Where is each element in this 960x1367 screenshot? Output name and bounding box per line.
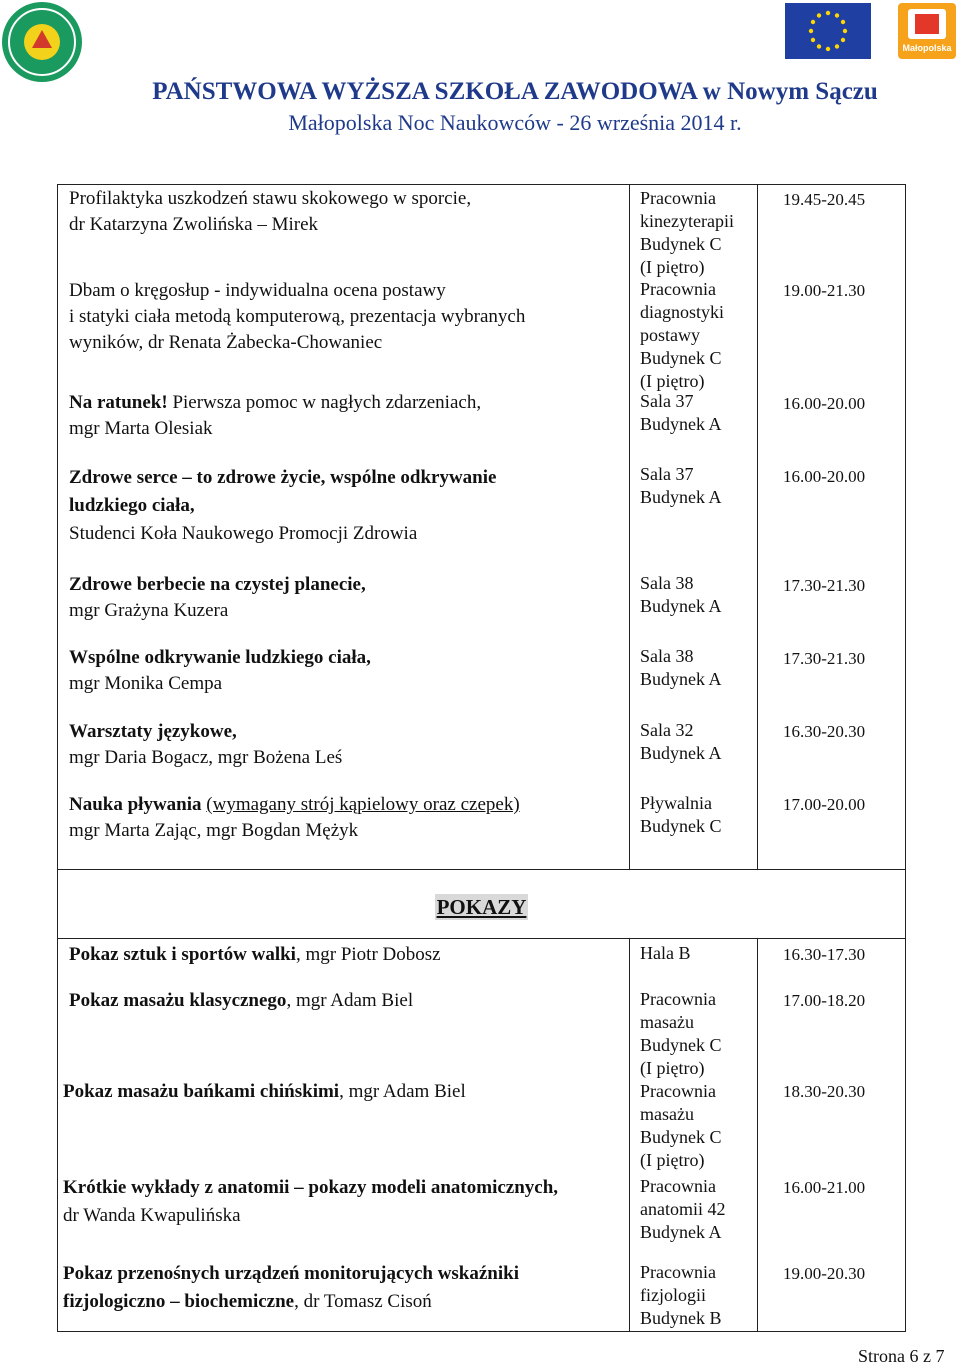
eu-flag-icon [785,3,871,59]
table-row: Profilaktyka uszkodzeń stawu skokowego w sporcie, dr Katarzyna Zwolińska – Mirek [69,188,472,235]
page-number: Strona 6 z 7 [858,1346,945,1366]
table-border [905,184,906,870]
malopolska-logo-label: Małopolska [902,43,952,53]
row-place: Pracownia diagnostyki postawy Budynek C (I piętro) [640,279,724,391]
table-row: Krótkie wykłady z anatomii – pokazy modeli anatomicznych, dr Wanda Kwapulińska [63,1177,559,1226]
row-time: 19.45-20.45 [783,190,866,209]
university-logo [2,2,82,82]
table-border [57,869,58,1332]
table-row: Zdrowe serce – to zdrowe życie, wspólne odkrywanie ludzkiego ciała, Studenci Koła Naukowego Promocji Zdrowia [69,467,497,544]
section-heading-pokazy: POKAZY [436,895,527,919]
row-time: 16.00-20.00 [783,467,866,486]
row-time: 17.30-21.30 [783,649,866,668]
table-border [57,184,58,870]
row-time: 16.30-20.30 [783,722,866,741]
table-border [629,184,630,870]
row-place: Pracownia masażu Budynek C (I piętro) [640,1081,722,1170]
row-time: 17.00-18.20 [783,991,866,1010]
row-place: Pracownia kinezyterapii Budynek C (I piętro) [640,188,734,277]
table-row: Pokaz sztuk i sportów walki, mgr Piotr Dobosz [69,944,441,965]
row-place: Hala B [640,943,691,963]
table-row: Zdrowe berbecie na czystej planecie, mgr Grażyna Kuzera [69,574,366,621]
malopolska-logo [898,3,956,59]
table-border [57,938,906,939]
table-row: Na ratunek! Pierwsza pomoc w nagłych zdarzeniach, mgr Marta Olesiak [69,392,482,439]
table-row: Dbam o kręgosłup - indywidualna ocena postawy i statyki ciała metodą komputerową, prezentacja wybranych wyników, dr Renata Żabecka-Chowaniec [69,280,526,353]
page-title: PAŃSTWOWA WYŻSZA SZKOŁA ZAWODOWA w Nowym Sączu [152,78,878,105]
row-place: Pływalnia Budynek C [640,793,722,836]
row-time: 19.00-20.30 [783,1264,866,1283]
table-border [905,869,906,1332]
row-place: Sala 37 Budynek A [640,391,722,434]
table-row: Wspólne odkrywanie ludzkiego ciała, mgr Monika Cempa [69,647,371,694]
table-border [57,1331,906,1332]
row-place: Pracownia masażu Budynek C (I piętro) [640,989,722,1078]
table-row: Nauka pływania (wymagany strój kąpielowy oraz czepek) mgr Marta Zając, mgr Bogdan Mężyk [69,794,520,841]
row-time: 16.00-21.00 [783,1178,866,1197]
row-time: 17.30-21.30 [783,576,866,595]
table-border [57,184,906,185]
table-border [57,869,906,870]
row-time: 17.00-20.00 [783,795,866,814]
table-border [629,938,630,1332]
row-place: Sala 38 Budynek A [640,573,722,616]
row-place: Pracownia anatomii 42 Budynek A [640,1176,726,1242]
row-time: 19.00-21.30 [783,281,866,300]
table-border [757,938,758,1332]
table-row: Warsztaty językowe, mgr Daria Bogacz, mgr Bożena Leś [69,721,343,768]
table-row: Pokaz masażu klasycznego, mgr Adam Biel [69,990,414,1011]
table-row: Pokaz przenośnych urządzeń monitorujących wskaźniki fizjologiczno – biochemiczne, dr Tomasz Cisoń [63,1263,519,1312]
row-time: 18.30-20.30 [783,1082,866,1101]
table-border [757,184,758,870]
page-subtitle: Małopolska Noc Naukowców - 26 września 2014 r. [288,110,742,135]
row-place: Sala 38 Budynek A [640,646,722,689]
row-time: 16.00-20.00 [783,394,866,413]
row-place: Sala 37 Budynek A [640,464,722,507]
row-time: 16.30-17.30 [783,945,866,964]
row-place: Sala 32 Budynek A [640,720,722,763]
table-row: Pokaz masażu bańkami chińskimi, mgr Adam Biel [63,1081,466,1102]
row-place: Pracownia fizjologii Budynek B [640,1262,722,1328]
